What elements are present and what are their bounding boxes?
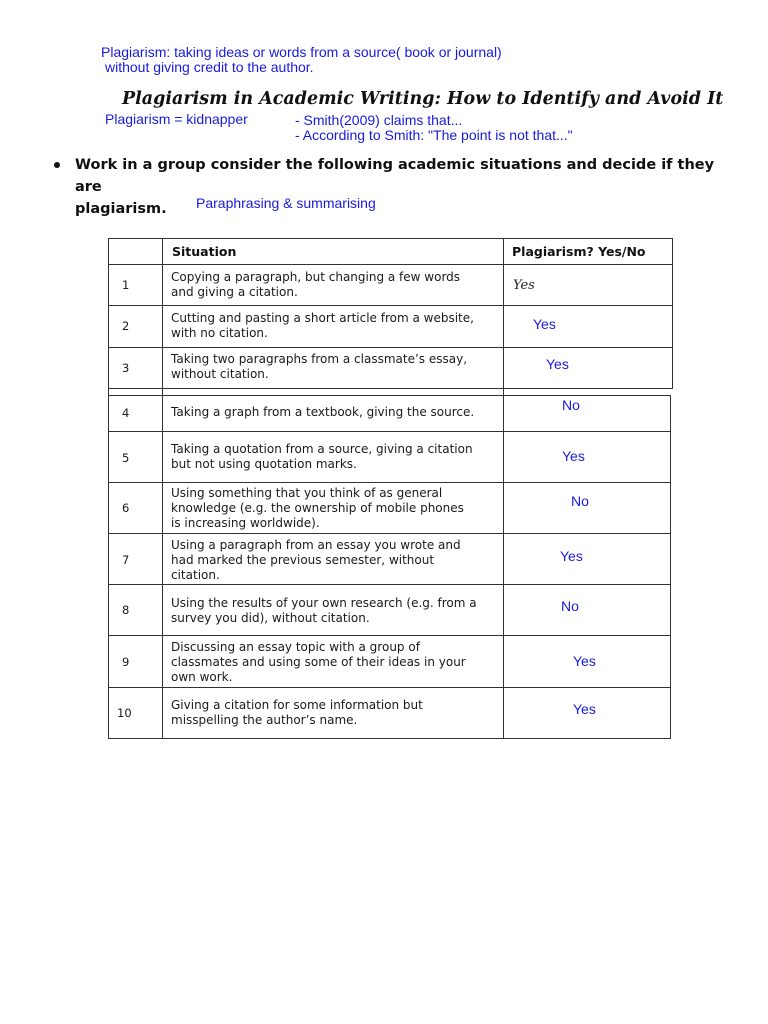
row-situation: [171, 640, 466, 685]
situation-line: without citation.: [171, 367, 269, 381]
row-number: 3: [122, 361, 130, 375]
table-rule: [108, 431, 671, 432]
row-answer: Yes: [573, 701, 596, 717]
row-number: 9: [122, 655, 130, 669]
situation-line: but not using quotation marks.: [171, 457, 357, 471]
row-answer: Yes: [560, 548, 583, 564]
paraphrasing-note: Paraphrasing & summarising: [196, 195, 376, 211]
row-number: 4: [122, 406, 130, 420]
table-rule: [108, 395, 671, 396]
row-answer: Yes: [562, 448, 585, 464]
row-situation: [171, 486, 464, 531]
table-rule: [108, 347, 673, 348]
row-answer: Yes: [513, 278, 535, 293]
situation-line: Taking two paragraphs from a classmate’s essay,: [171, 352, 468, 366]
situation-line: Giving a citation for some information but: [171, 698, 423, 712]
situation-line: knowledge (e.g. the ownership of mobile phones: [171, 501, 464, 515]
table-divider-number: [162, 238, 163, 739]
smith-note-line2: - According to Smith: "The point is not that...": [295, 127, 573, 143]
situation-line: is increasing worldwide).: [171, 516, 320, 530]
situation-line: misspelling the author’s name.: [171, 713, 358, 727]
row-situation: [171, 596, 477, 626]
table-border-left: [108, 238, 109, 739]
row-number: 8: [122, 603, 130, 617]
table-rule: [108, 264, 673, 265]
header-situation: Situation: [172, 244, 237, 259]
situation-line: own work.: [171, 670, 233, 684]
situation-line: and giving a citation.: [171, 285, 298, 299]
instruction-line2: plagiarism.: [75, 201, 167, 217]
situation-line: Using the results of your own research (e.g. from a: [171, 596, 477, 610]
row-situation: [171, 352, 467, 382]
situation-line: Using something that you think of as general: [171, 486, 443, 500]
row-situation: [171, 311, 474, 341]
row-situation: [171, 538, 461, 583]
row-number: 7: [122, 553, 130, 567]
bullet-icon: [54, 162, 60, 168]
row-answer: Yes: [546, 356, 569, 372]
row-situation: [171, 270, 460, 300]
row-answer: No: [562, 397, 580, 413]
row-number: 2: [122, 319, 130, 333]
row-answer: No: [571, 493, 589, 509]
row-situation: [171, 405, 474, 420]
table-divider-answer: [503, 238, 504, 739]
table-rule: [108, 238, 673, 239]
situation-line: citation.: [171, 568, 220, 582]
kidnapper-note: Plagiarism = kidnapper: [105, 111, 248, 127]
situation-line: Taking a graph from a textbook, giving the source.: [171, 405, 475, 419]
situation-line: survey you did), without citation.: [171, 611, 370, 625]
row-number: 5: [122, 451, 130, 465]
row-situation: [171, 442, 473, 472]
row-number: 10: [117, 706, 132, 720]
table-rule: [108, 584, 671, 585]
instruction-line1: Work in a group consider the following academic situations and decide if they are: [75, 157, 715, 195]
situation-line: had marked the previous semester, without: [171, 553, 435, 567]
row-answer: Yes: [573, 653, 596, 669]
table-border-right-top: [672, 238, 673, 389]
row-situation: [171, 698, 423, 728]
page-title: Plagiarism in Academic Writing: How to Identify and Avoid It: [122, 89, 724, 109]
table-rule: [108, 388, 673, 389]
situation-line: Using a paragraph from an essay you wrote and: [171, 538, 461, 552]
header-answer: Plagiarism? Yes/No: [512, 244, 646, 259]
situation-line: Taking a quotation from a source, giving a citation: [171, 442, 473, 456]
table-rule: [108, 482, 671, 483]
row-number: 1: [122, 278, 130, 292]
smith-note-line1: - Smith(2009) claims that...: [295, 112, 463, 128]
situation-line: classmates and using some of their ideas in your: [171, 655, 466, 669]
row-number: 6: [122, 501, 130, 515]
instruction-text: [75, 154, 715, 220]
table-rule: [108, 305, 673, 306]
table-rule: [108, 687, 671, 688]
situation-line: with no citation.: [171, 326, 268, 340]
table-rule: [108, 635, 671, 636]
definition-note-line1: Plagiarism: taking ideas or words from a source( book or journal): [101, 44, 502, 60]
situation-line: Discussing an essay topic with a group of: [171, 640, 420, 654]
table-rule: [108, 533, 671, 534]
row-answer: Yes: [533, 316, 556, 332]
definition-note-line2: without giving credit to the author.: [105, 59, 314, 75]
situation-line: Cutting and pasting a short article from a website,: [171, 311, 474, 325]
table-rule: [108, 738, 671, 739]
row-answer: No: [561, 598, 579, 614]
situation-line: Copying a paragraph, but changing a few words: [171, 270, 461, 284]
